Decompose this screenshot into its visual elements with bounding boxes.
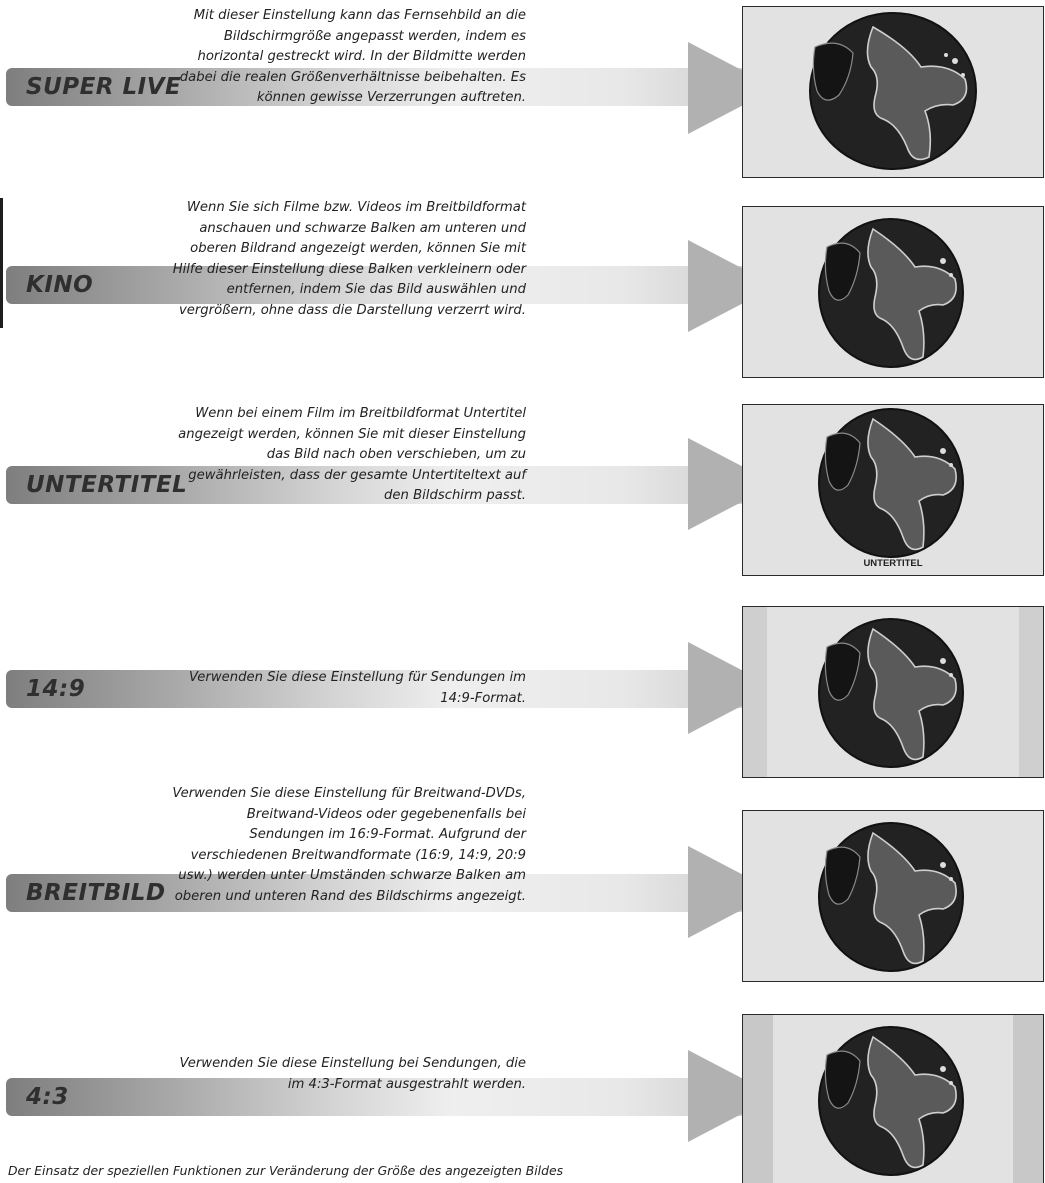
globe-icon <box>743 607 1043 777</box>
mode-label: KINO <box>26 272 94 298</box>
globe-icon <box>743 207 1043 377</box>
mode-description: Verwenden Sie diese Einstellung für Sendungen im 14:9-Format. <box>189 670 526 706</box>
mode-description: Wenn bei einem Film im Breitbildformat Untertitel angezeigt werden, können Sie mit dieser Einstellung das Bild nach oben verschieben, um zu gewährleisten, dass der gesamte Untertiteltext auf den Bildschirm passt. <box>178 406 526 504</box>
mode-label: 4:3 <box>26 1084 69 1110</box>
screen-preview <box>742 206 1044 378</box>
mode-label: SUPER LIVE <box>26 74 182 100</box>
mode-description: Wenn Sie sich Filme bzw. Videos im Breitbildformat anschauen und schwarze Balken am unteren und oberen Bildrand angezeigt werden, können Sie mit Hilfe dieser Einstellung diese Balken verkleinern oder entfernen, indem Sie das Bild auswählen und vergrößern, ohne dass die Darstellung verzerrt wird. <box>172 200 526 318</box>
globe-icon <box>743 811 1043 981</box>
mode-label: UNTERTITEL <box>26 472 188 498</box>
globe-icon <box>743 1015 1043 1183</box>
globe-icon <box>743 7 1043 177</box>
screen-preview <box>742 1014 1044 1183</box>
mode-description: Verwenden Sie diese Einstellung für Breitwand-DVDs, Breitwand-Videos oder gegebenenfalls bei Sendungen im 16:9-Format. Aufgrund der verschiedenen Breitwandformate (16:9, 14:9, 20:9 usw.) werden unter Umständen schwarze Balken am oberen und unteren Rand des Bildschirms angezeigt. <box>172 786 526 904</box>
subtitle-caption: UNTERTITEL <box>863 558 923 569</box>
mode-description: Mit dieser Einstellung kann das Fernsehbild an die Bildschirmgröße angepasst werden, indem es horizontal gestreckt wird. In der Bildmitte werden dabei die realen Größenverhältnisse beibehalten. Es können gewisse Verzerrungen auftreten. <box>179 8 526 106</box>
globe-icon <box>743 405 1043 575</box>
mode-label: 14:9 <box>26 676 86 702</box>
margin-rule <box>0 198 3 328</box>
screen-preview <box>742 6 1044 178</box>
screen-preview <box>742 606 1044 778</box>
mode-label: BREITBILD <box>26 880 166 906</box>
mode-description: Verwenden Sie diese Einstellung bei Sendungen, die im 4:3-Format ausgestrahlt werden. <box>179 1056 526 1092</box>
screen-preview <box>742 810 1044 982</box>
footnote: Der Einsatz der speziellen Funktionen zur Veränderung der Größe des angezeigten Bildes <box>8 1163 564 1178</box>
screen-preview <box>742 404 1044 576</box>
